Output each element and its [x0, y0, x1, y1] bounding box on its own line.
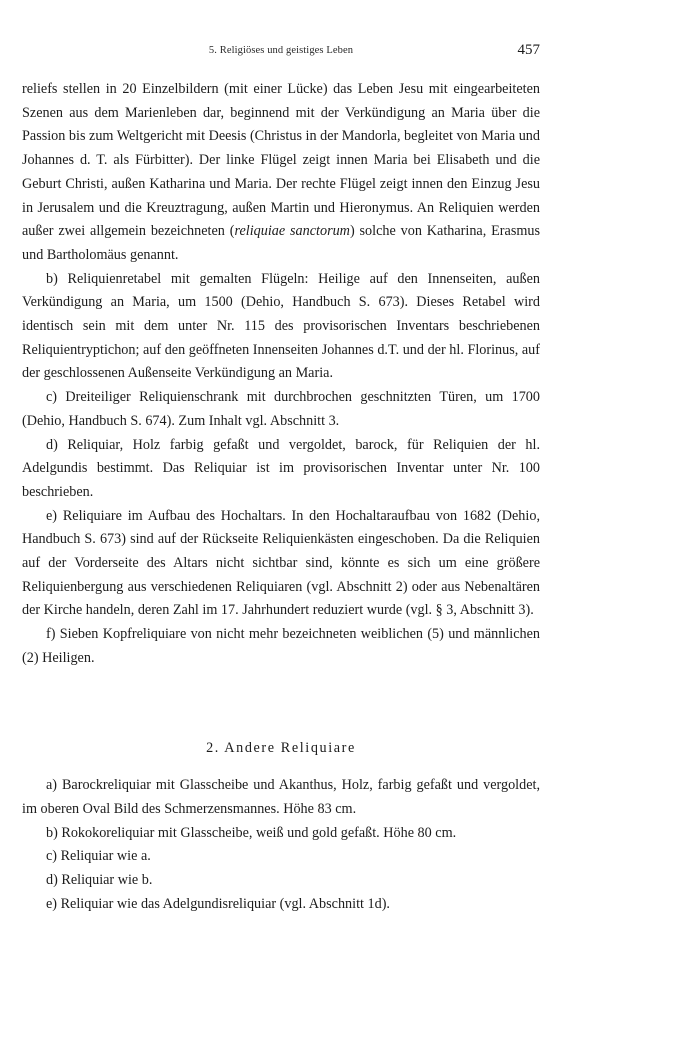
- item-d-reliquiar: d) Reliquiar wie b.: [46, 872, 153, 889]
- item-b-rokokoreliquiar: b) Rokokoreliquiar mit Glasscheibe, weiß und gold gefaßt. Höhe 80 cm.: [46, 824, 457, 841]
- item-d-reliquiar: d) Reliquiar, Holz farbig gefaßt und vergoldet, barock, für Reliquien der hl. Adelgundis bestimmt. Das Reliquiar ist im provisorischen Inventar unter Nr. 100 beschrieben.: [22, 436, 540, 500]
- item-a-barockreliquiar: a) Barockreliquiar mit Glasscheibe und Akanthus, Holz, farbig gefaßt und vergoldet, im oberen Oval Bild des Schmerzensmannes. Höhe 83 cm.: [22, 777, 540, 817]
- item-f-kopfreliquiare: f) Sieben Kopfreliquiare von nicht mehr bezeichneten weiblichen (5) und männlichen (2) Heiligen.: [22, 626, 540, 666]
- item-e-hochaltar: e) Reliquiare im Aufbau des Hochaltars. In den Hochaltaraufbau von 1682 (Dehio, Handbuch S. 673) sind auf der Rückseite Reliquienkästen eingeschoben. Da die Reliquien auf der Vorderseite des Altars nicht sichtbar sind, könnte es sich um eine größere Reliquienbergung aus verschiedenen Reliquiaren (vgl. Abschnitt 2) oder aus Nebenaltären der Kirche handeln, deren Zahl im 17. Jahrhundert reduziert wurde (vgl. § 3, Abschnitt 3).: [22, 507, 540, 619]
- running-head: 5. Religiöses und geistiges Leben: [208, 45, 354, 56]
- latin-term: reliquiae sanctorum: [234, 223, 350, 240]
- paragraph-text: reliefs stellen in 20 Einzelbildern (mit einer Lücke) das Leben Jesu mit eingearbeiteten Szenen aus dem Marienleben dar, beginnend mit der Verkündigung an Maria über die Passion bis zum Weltgericht mit Deesis (Christus in der Mandorla, begleitet von Maria und Johannes d. T. als Fürbitter). Der linke Flügel zeigt innen Maria bei Elisabeth und die Geburt Christi, außen Katharina und Maria. Der rechte Flügel zeigt innen den Einzug Jesu in Jerusalem und die Kreuztragung, außen Martin und Hieronymus. An Reliquien werden außer zwei allgemein bezeichneten (: [22, 81, 540, 240]
- paragraph-reliefs: [22, 78, 540, 268]
- page-header: [22, 42, 540, 62]
- item-b-reliquienretabel: b) Reliquienretabel mit gemalten Flügeln: Heilige auf den Innenseiten, außen Verkündigung an Maria, um 1500 (Dehio, Handbuch S. 673). Dieses Retabel wird identisch sein mit dem unter Nr. 115 des provisorischen Inventars beschriebenen Reliquientryptichon; auf den geöffneten Innenseiten Johannes d.T. und der hl. Florinus, auf der geschlossenen Außenseite Verkündigung an Maria.: [22, 270, 540, 382]
- page-body: [22, 78, 540, 917]
- section-heading: 2. Andere Reliquiare: [206, 739, 356, 756]
- paragraph-text: ) solche von Katharina, Erasmus und Bartholomäus genannt.: [22, 223, 540, 263]
- item-c-reliquiar: c) Reliquiar wie a.: [46, 848, 151, 865]
- item-e-reliquiar: e) Reliquiar wie das Adelgundisreliquiar (vgl. Abschnitt 1d).: [46, 895, 390, 912]
- page-number: 457: [517, 42, 540, 58]
- item-c-reliquienschrank: c) Dreiteiliger Reliquienschrank mit durchbrochen geschnitzten Türen, um 1700 (Dehio, Handbuch S. 674). Zum Inhalt vgl. Abschnitt 3.: [22, 389, 540, 429]
